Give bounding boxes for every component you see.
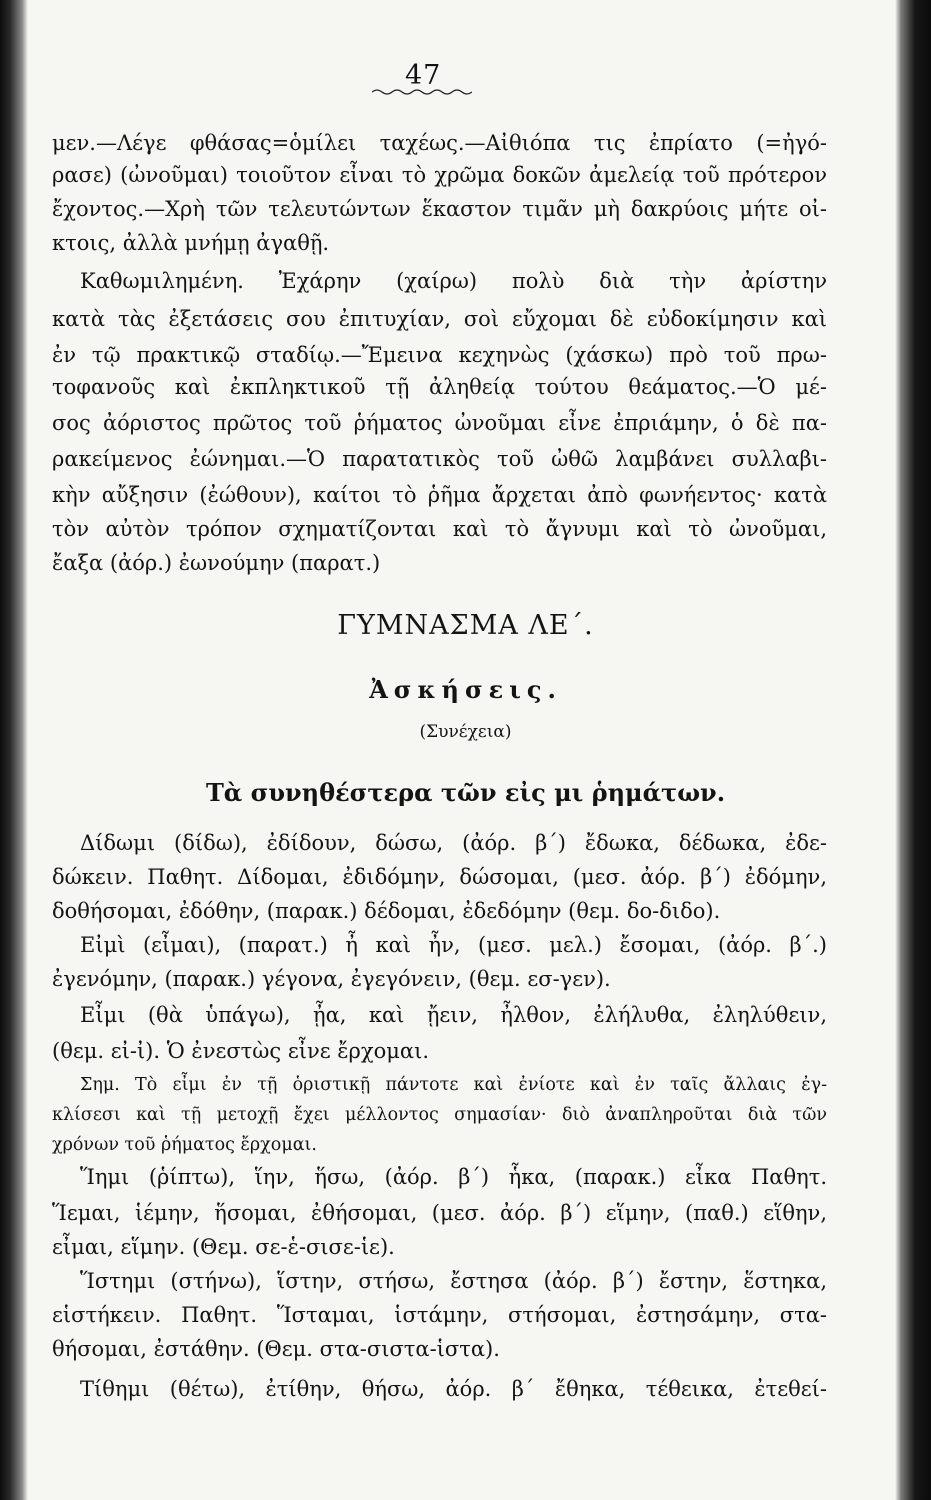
text-line: μεν.—Λέγε φθάσας=ὁμίλει ταχέως.—Αἰθιόπα τις ἐπρίατο (=ἠγό- bbox=[52, 131, 827, 155]
text-line: ἐν τῷ πρακτικῷ σταδίῳ.—Ἔμεινα κεχηνὼς (χάσκω) πρὸ τοῦ πρω- bbox=[52, 343, 827, 367]
section-subtitle: Ἀσκήσεις. bbox=[369, 675, 562, 704]
text-line: (θεμ. εἰ-ἰ). Ὁ ἐνεστὼς εἶνε ἔρχομαι. bbox=[52, 1039, 430, 1063]
text-line: Ἵημι (ῥίπτω), ἵην, ἥσω, (ἀόρ. β΄) ἧκα, (παρακ.) εἶκα Παθητ. bbox=[80, 1165, 827, 1189]
text-line: ρακείμενος ἐώνημαι.—Ὁ παρατατικὸς τοῦ ὠθῶ λαμβάνει συλλαβι- bbox=[52, 447, 827, 471]
text-line: δώκειν. Παθητ. Δίδομαι, ἐδιδόμην, δώσομαι, (μεσ. ἀόρ. β΄) ἐδόμην, bbox=[52, 865, 827, 889]
text-line: Ἵστημι (στήνω), ἵστην, στήσω, ἔστησα (ἀόρ. β΄) ἔστην, ἕστηκα, bbox=[80, 1269, 827, 1293]
text-line: σος ἀόριστος πρῶτος τοῦ ῥήματος ὠνοῦμαι εἶνε ἐπριάμην, ὁ δὲ πα- bbox=[52, 411, 827, 435]
text-line: θήσομαι, ἐστάθην. (Θεμ. στα-σιστα-ἱστα). bbox=[52, 1337, 500, 1361]
topic-heading: Τὰ συνηθέστερα τῶν εἰς μι ῥημάτων. bbox=[205, 778, 726, 807]
text-line: ρασε) (ὠνοῦμαι) τοιοῦτον εἶναι τὸ χρῶμα δοκῶν ἀμελείᾳ τοῦ πρότερον bbox=[52, 163, 827, 187]
text-line: Εἶμι (θὰ ὑπάγω), ᾖα, καὶ ᾔειν, ἦλθον, ἐλήλυθα, ἐληλύθειν, bbox=[80, 1003, 827, 1027]
text-line: Εἰμὶ (εἶμαι), (παρατ.) ἦ καὶ ἦν, (μεσ. μελ.) ἔσομαι, (ἀόρ. β΄.) bbox=[80, 933, 827, 957]
text-line: κτοις, ἀλλὰ μνήμῃ ἀγαθῇ. bbox=[52, 231, 330, 255]
section-continuation: (Συνέχεια) bbox=[419, 722, 512, 742]
text-line: ἔχοντος.—Χρὴ τῶν τελευτώντων ἕκαστον τιμᾶν μὴ δακρύοις μήτε οἰ- bbox=[52, 197, 827, 221]
note-line: κλίσεσι καὶ τῇ μετοχῇ ἔχει μέλλοντος σημασίαν· διὸ ἀναπληροῦται διὰ τῶν bbox=[52, 1105, 827, 1125]
text-line: Τίθημι (θέτω), ἐτίθην, θήσω, ἀόρ. β΄ ἔθηκα, τέθεικα, ἐτεθεί- bbox=[80, 1377, 827, 1401]
text-line: δοθήσομαι, ἐδόθην, (παρακ.) δέδομαι, ἐδεδόμην (θεμ. δο-διδο). bbox=[52, 899, 721, 923]
note-line: Σημ. Τὸ εἶμι ἐν τῇ ὁριστικῇ πάντοτε καὶ ἐνίοτε καὶ ἐν ταῖς ἄλλαις ἐγ- bbox=[80, 1075, 827, 1095]
page-number-ornament bbox=[372, 88, 472, 96]
page-number: 47 bbox=[405, 60, 442, 91]
text-line: τοφανοῦς καὶ ἐκπληκτικοῦ τῇ ἀληθείᾳ τούτου θεάματος.—Ὁ μέ- bbox=[52, 375, 827, 399]
text-line: ἔαξα (ἀόρ.) ἐωνούμην (παρατ.) bbox=[52, 551, 381, 575]
page-right-edge-shadow bbox=[895, 0, 931, 1500]
page-left-edge-shadow bbox=[0, 0, 28, 1500]
section-title: ΓΥΜΝΑΣΜΑ ΛΕ΄. bbox=[337, 610, 594, 641]
text-line: τὸν αὐτὸν τρόπον σχηματίζονται καὶ τὸ ἄγνυμι καὶ τὸ ὠνοῦμαι, bbox=[52, 517, 827, 541]
text-line: ἐγενόμην, (παρακ.) γέγονα, ἐγεγόνειν, (θεμ. εσ-γεν). bbox=[52, 967, 611, 991]
text-line: Δίδωμι (δίδω), ἐδίδουν, δώσω, (ἀόρ. β΄) ἔδωκα, δέδωκα, ἐδε- bbox=[80, 831, 827, 855]
text-line: εἱστήκειν. Παθητ. Ἵσταμαι, ἱστάμην, στήσομαι, ἐστησάμην, στα- bbox=[52, 1303, 827, 1327]
text-line: κατὰ τὰς ἐξετάσεις σου ἐπιτυχίαν, σοὶ εὔχομαι δὲ εὐδοκίμησιν καὶ bbox=[52, 307, 827, 331]
text-line: κὴν αὔξησιν (ἐώθουν), καίτοι τὸ ῥῆμα ἄρχεται ἀπὸ φωνήεντος· κατὰ bbox=[52, 483, 827, 507]
text-line: εἶμαι, εἵμην. (Θεμ. σε-ἑ-σισε-ἱε). bbox=[52, 1235, 395, 1259]
note-line: χρόνων τοῦ ῥήματος ἔρχομαι. bbox=[52, 1135, 317, 1155]
text-line: Καθωμιλημένη. Ἐχάρην (χαίρω) πολὺ διὰ τὴν ἀρίστην bbox=[80, 269, 827, 293]
text-line: Ἵεμαι, ἱέμην, ἥσομαι, ἐθήσομαι, (μεσ. ἀόρ. β΄) εἵμην, (παθ.) εἵθην, bbox=[52, 1201, 827, 1225]
